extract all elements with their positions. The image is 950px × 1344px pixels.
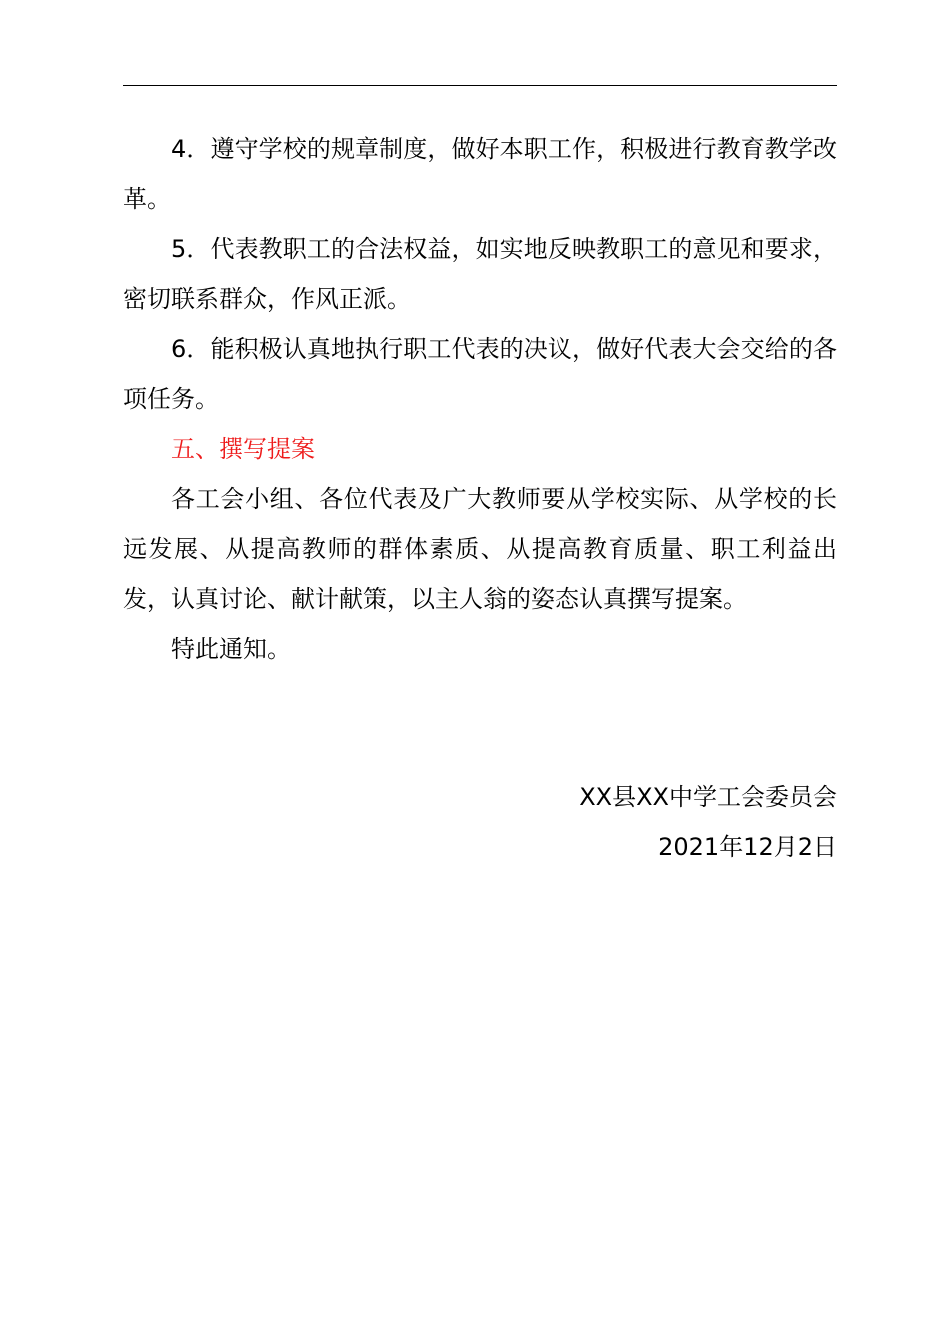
header-rule — [123, 85, 837, 86]
closing-line: 特此通知。 — [171, 635, 291, 663]
signature-date: 2021年12月2日 — [658, 833, 837, 861]
signature-organization: XX县XX中学工会委员会 — [579, 783, 837, 811]
list-item-4: 4．遵守学校的规章制度，做好本职工作，积极进行教育教学改革。 — [123, 135, 837, 213]
document-body — [123, 124, 837, 674]
list-item-5: 5．代表教职工的合法权益，如实地反映教职工的意见和要求，密切联系群众，作风正派。 — [123, 235, 837, 313]
list-item-6: 6．能积极认真地执行职工代表的决议，做好代表大会交给的各项任务。 — [123, 335, 837, 413]
section-body: 各工会小组、各位代表及广大教师要从学校实际、从学校的长远发展、从提高教师的群体素质、从提高教育质量、职工利益出发，认真讨论、献计献策，以主人翁的姿态认真撰写提案。 — [123, 485, 837, 613]
section-heading: 五、撰写提案 — [171, 435, 315, 463]
